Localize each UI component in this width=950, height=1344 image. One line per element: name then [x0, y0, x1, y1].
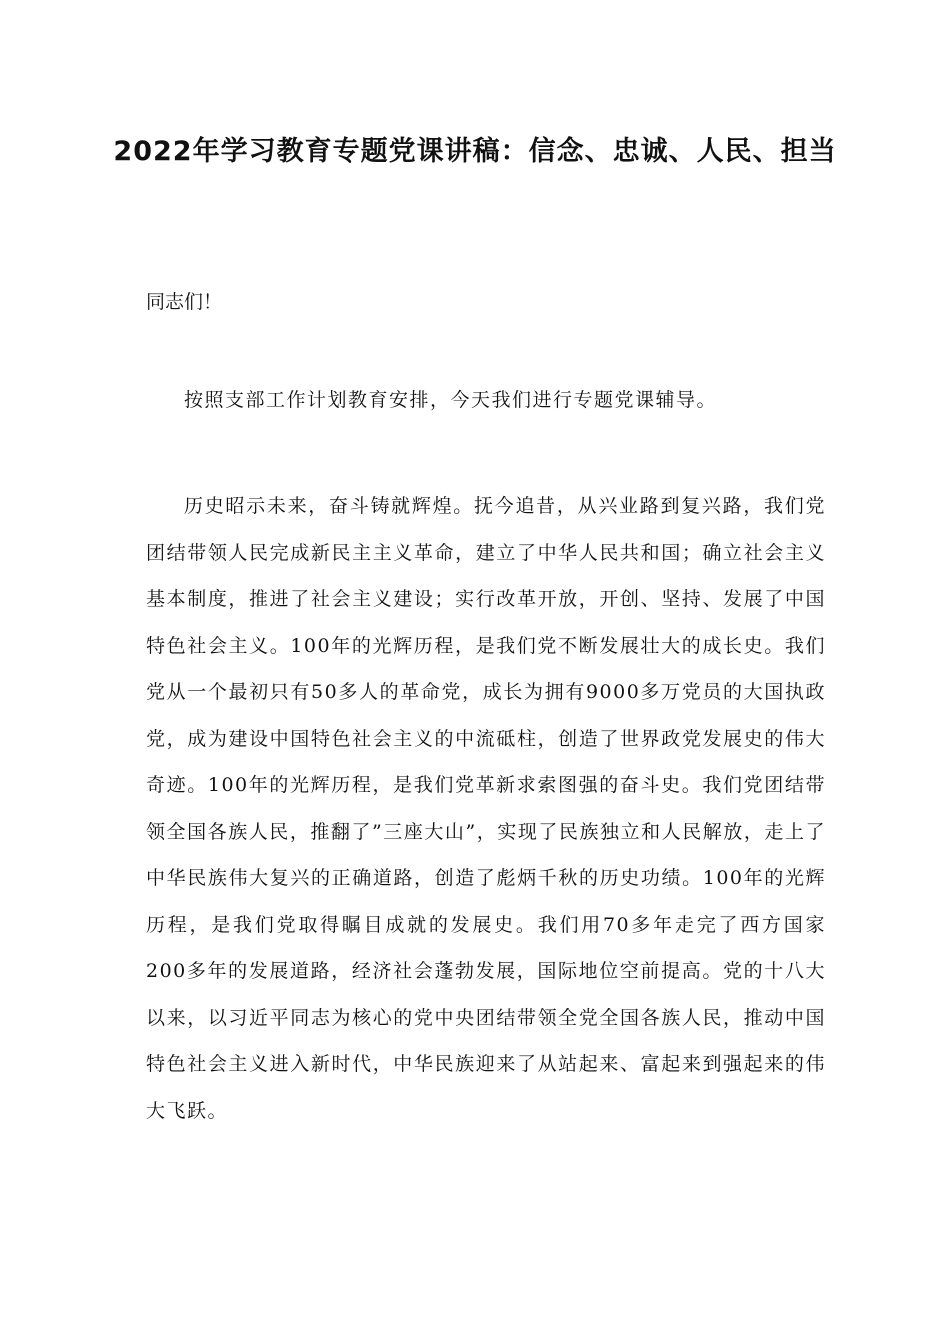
paragraph-1: 按照支部工作计划教育安排，今天我们进行专题党课辅导。 — [184, 389, 718, 411]
paragraph-2: 历史昭示未来，奋斗铸就辉煌。抚今追昔，从兴业路到复兴路，我们党团结带领人民完成新民主主义革命，建立了中华人民共和国；确立社会主义基本制度，推进了社会主义建设；实行改革开放，开创、坚持、发展了中国特色社会主义。100年的光辉历程，是我们党不断发展壮大的成长史。我们党从一个最初只有50多人的革命党，成长为拥有9000多万党员的大国执政党，成为建设中国特色社会主义的中流砥柱，创造了世界政党发展史的伟大奇迹。100年的光辉历程，是我们党革新求索图强的奋斗史。我们党团结带领全国各族人民，推翻了”三座大山”，实现了民族独立和人民解放，走上了中华民族伟大复兴的正确道路，创造了彪炳千秋的历史功绩。100年的光辉历程，是我们党取得瞩目成就的发展史。我们用70多年走完了西方国家200多年的发展道路，经济社会蓬勃发展，国际地位空前提高。党的十八大以来，以习近平同志为核心的党中央团结带领全党全国各族人民，推动中国特色社会主义进入新时代，中华民族迎来了从站起来、富起来到强起来的伟大飞跃。 — [146, 495, 826, 1122]
salutation: 同志们！ — [146, 291, 223, 313]
document-title: 2022年学习教育专题党课讲稿：信念、忠诚、人民、担当 — [113, 136, 837, 167]
